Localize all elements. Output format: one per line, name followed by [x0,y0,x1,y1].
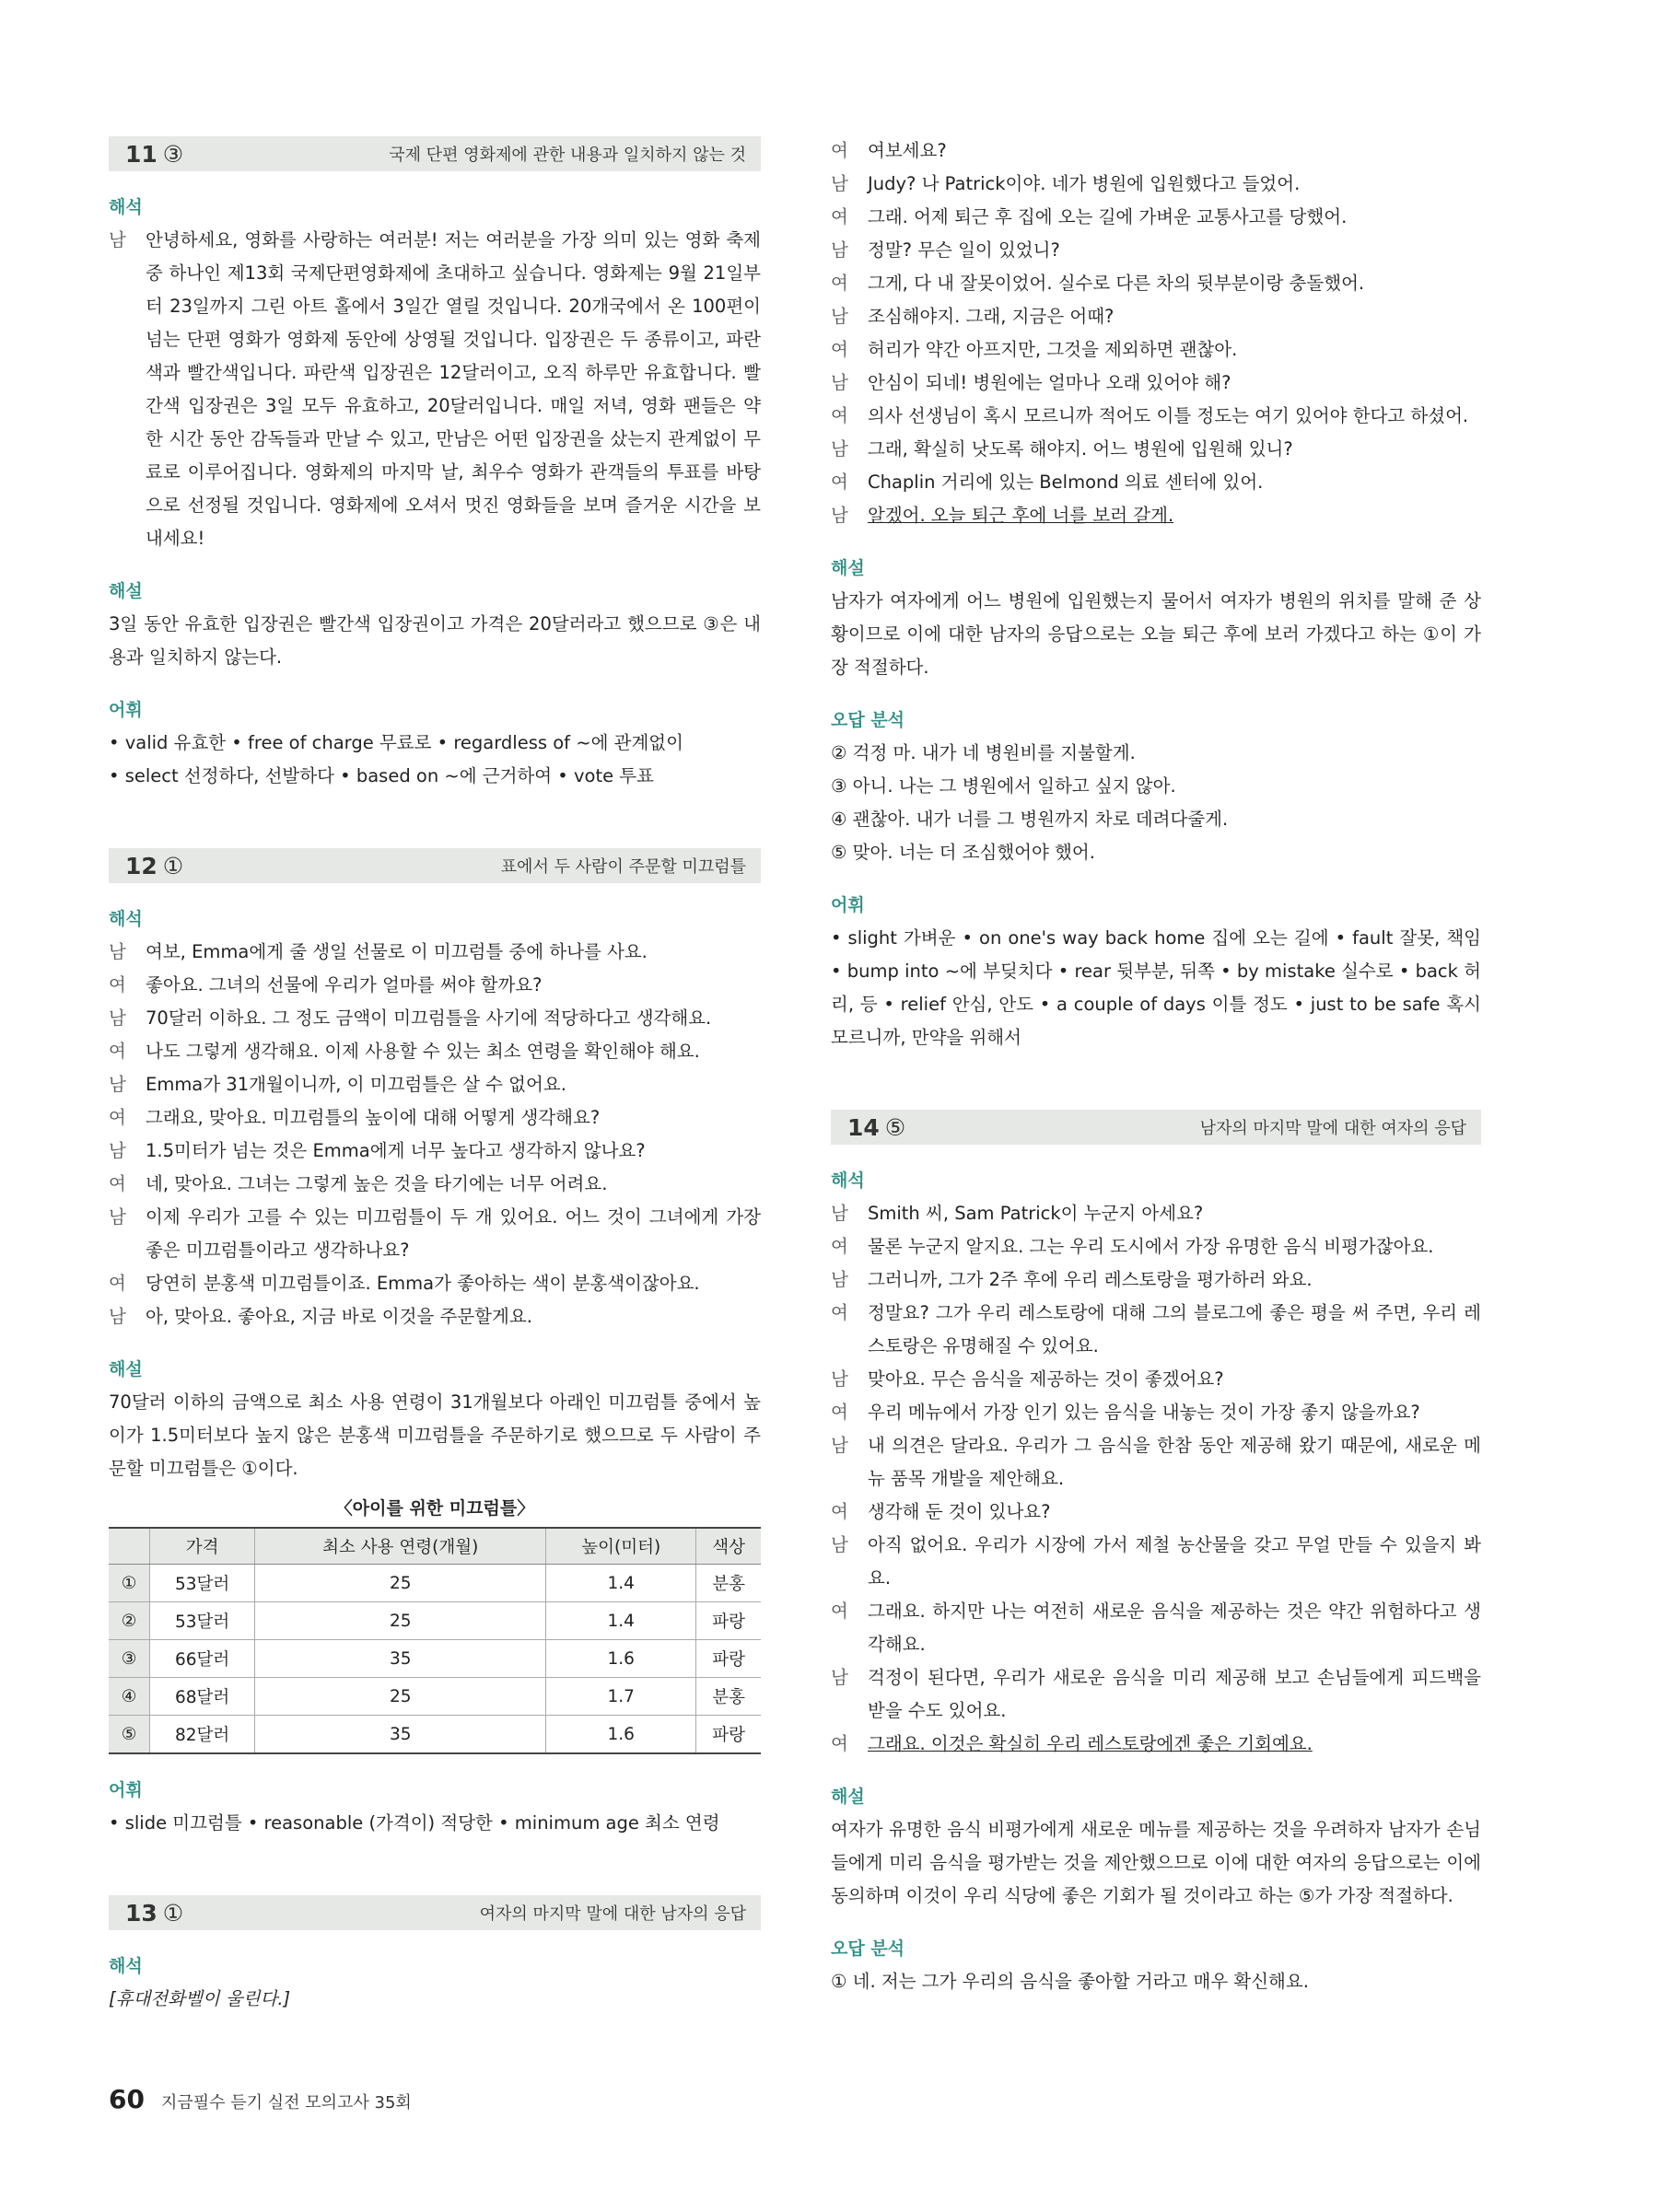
table-cell: 파랑 [696,1640,761,1678]
line-text: 조심해야지. 그래, 지금은 어때? [868,306,1115,327]
q12-line [109,1300,761,1333]
table-header-cell: 최소 사용 연령(개월) [255,1528,546,1565]
speaker-label: 여 [831,1501,848,1522]
table-cell: 35 [255,1716,546,1754]
line-text: Chaplin 거리에 있는 Belmond 의료 센터에 있어. [868,472,1264,493]
q13-line [831,433,1481,466]
line-text: Emma가 31개월이니까, 이 미끄럼틀은 살 수 없어요. [146,1074,566,1095]
q13-number: 13 ① [125,1899,184,1927]
speaker-label: 남 [109,941,126,962]
line-text: 물론 누군지 알지요. 그는 우리 도시에서 가장 유명한 음식 비평가잖아요. [868,1236,1434,1257]
q13-line [831,333,1481,367]
line-text: 여보, Emma에게 줄 생일 선물로 이 미끄럼틀 중에 하나를 사요. [146,941,648,962]
line-text: 그게, 다 내 잘못이었어. 실수로 다른 차의 뒷부분이랑 충돌했어. [868,273,1365,294]
q13-wrong-4: ⑤ 맞아. 너는 더 조심했어야 했어. [831,842,1095,863]
speaker-label: 남 [831,1667,848,1688]
table-cell: 53달러 [150,1565,255,1602]
speaker-label: 여 [831,405,848,426]
q13-line [831,300,1481,333]
q12-line [109,1002,761,1035]
table-cell: 1.4 [546,1565,696,1602]
table-cell: 35 [255,1640,546,1678]
line-text: 여보세요? [868,140,947,161]
q11-topic: 국제 단편 영화제에 관한 내용과 일치하지 않는 것 [389,146,746,165]
q12-number: 12 ① [125,852,184,879]
table-cell: 분홍 [696,1565,761,1602]
table-header-cell: 가격 [150,1528,255,1565]
q13-wrong-2: ③ 아니. 나는 그 병원에서 일하고 싶지 않아. [831,775,1176,797]
q12-line [109,1168,761,1201]
speaker-label: 남 [831,173,848,194]
q12-topic: 표에서 두 사람이 주문할 미끄럼틀 [500,857,746,877]
q14-line [831,1661,1481,1728]
table-header-cell: 색상 [696,1528,761,1565]
q12-line [109,1035,761,1068]
q11-vocab-label: 어휘 [109,700,143,720]
speaker-label: 남 [831,1368,848,1390]
speaker-label: 남 [109,1206,126,1228]
line-text: 이제 우리가 고를 수 있는 미끄럼틀이 두 개 있어요. 어느 것이 그녀에게 가장 좋은 미끄럼틀이라고 생각하나요? [146,1206,761,1261]
q11-number: 11 ③ [125,140,184,168]
q14-explain-label: 해설 [831,1787,865,1807]
speaker-label: 여 [109,1273,126,1294]
q13-stage-direction: [휴대전화벨이 울린다.] [109,1988,291,2009]
q13-last-line: 남 알겠어. 오늘 퇴근 후에 너를 보러 갈게. [831,505,1174,526]
table-cell: 1.7 [546,1678,696,1716]
line-text: 좋아요. 그녀의 선물에 우리가 얼마를 써야 할까요? [146,974,543,995]
line-text: 맞아요. 무슨 음식을 제공하는 것이 좋겠어요? [868,1368,1224,1390]
table-cell: 파랑 [696,1716,761,1754]
table-row [109,1716,761,1754]
q14-line [831,1297,1481,1363]
table-cell: 1.6 [546,1640,696,1678]
speaker-label: 남 [109,1140,126,1161]
q14-explanation: 여자가 유명한 음식 비평가에게 새로운 메뉴를 제공하는 것을 우려하자 남자가 손님들에게 미리 음식을 평가받는 것을 제안했으므로 이에 대한 여자의 응답으로는 이에 동의하며 이것이 우리 식당에 좋은 기회가 될 것이라고 하는 ⑤가 가장 적절하다. [831,1819,1481,1906]
q13-line [831,367,1481,400]
q12-line [109,1101,761,1135]
speaker-label: 여 [109,1173,126,1194]
line-text: 정말요? 그가 우리 레스토랑에 대해 그의 블로그에 좋은 평을 써 주면, 우리 레스토랑은 유명해질 수 있어요. [868,1302,1481,1356]
speaker-label: 남 [831,306,848,327]
q11-script: 남 안녕하세요, 영화를 사랑하는 여러분! 저는 여러분을 가장 의미 있는 영화 축제 중 하나인 제13회 국제단편영화제에 초대하고 싶습니다. 영화제는 9월 21일부터 23일까지 그린 아트 홀에서 3일간 열릴 것입니다. 20개국에서 온 100편이 넘는 단편 영화가 영화제 동안에 상영될 것입니다. 입장권은 두 종류이고, 파란색과 빨간색입니다. 파란색 입장권은 12달러이고, 오직 하루만 유효합니다. 빨간색 입장권은 3일 모두 유효하고, 20달러입니다. 매일 저녁, 영화 팬들은 약 한 시간 동안 감독들과 만날 수 있고, 만남은 어떤 입장권을 샀는지 관계없이 무료로 이루어집니다. 영화제의 마지막 날, 최우수 영화가 관객들의 투표를 바탕으로 선정될 것입니다. 영화제에 오셔서 멋진 영화들을 보며 즐거운 시간을 보내세요! [109,229,761,549]
q14-line [831,1529,1481,1595]
slide-table-caption: 〈아이를 위한 미끄럼틀〉 [334,1498,535,1519]
q12-line [109,1068,761,1101]
q14-line [831,1230,1481,1263]
q12-vocab-line-1: • slide 미끄럼틀 • reasonable (가격이) 적당한 • minimum age 최소 연령 [109,1812,720,1834]
q14-line [831,1496,1481,1529]
q12-explain-label: 해설 [109,1359,143,1380]
table-cell: 1.6 [546,1716,696,1754]
q14-line [831,1396,1481,1429]
speaker-label: 여 [831,273,848,294]
table-row [109,1602,761,1640]
line-text: 내 의견은 달라요. 우리가 그 음식을 한참 동안 제공해 왔기 때문에, 새로운 메뉴 품목 개발을 제안해요. [868,1435,1481,1489]
right-column [831,134,1481,1998]
table-cell: 1.4 [546,1602,696,1640]
table-cell: 25 [255,1565,546,1602]
q12-line [109,936,761,969]
speaker-label: 여 [109,974,126,995]
q14-line [831,1595,1481,1661]
q13-dialogue [831,134,1481,499]
q11-explain-label: 해설 [109,581,143,601]
q11-vocab-line-1: • valid 유효한 • free of charge 무료로 • regardless of ~에 관계없이 [109,732,683,753]
speaker-label: 여 [831,206,848,227]
table-row [109,1640,761,1678]
speaker-label: 여 [831,1402,848,1423]
speaker-label: 남 [831,1203,848,1224]
slide-table [109,1527,761,1754]
q13-line [831,466,1481,499]
q13-explanation: 남자가 여자에게 어느 병원에 입원했는지 물어서 여자가 병원의 위치를 말해 준 상황이므로 이에 대한 남자의 응답으로는 오늘 퇴근 후에 보러 가겠다고 하는 ①이 가장 적절하다. [831,590,1481,678]
table-cell: 68달러 [150,1678,255,1716]
q12-vocab-label: 어휘 [109,1780,143,1800]
q13-wrong-label: 오답 분석 [831,710,905,730]
q14-line [831,1263,1481,1297]
q12-script-label: 해석 [109,909,143,929]
q13-vocab-label: 어휘 [831,895,865,915]
q13-script-label: 해석 [109,1956,143,1976]
q11-explanation: 3일 동안 유효한 입장권은 빨간색 입장권이고 가격은 20달러라고 했으므로 ③은 내용과 일치하지 않는다. [109,613,761,668]
table-row [109,1678,761,1716]
q14-line [831,1429,1481,1496]
q13-line [831,201,1481,234]
speaker-label: 남 [831,372,848,393]
line-text: 안심이 되네! 병원에는 얼마나 오래 있어야 해? [868,372,1231,393]
q13-header [109,1895,761,1930]
line-text: 네, 맞아요. 그녀는 그렇게 높은 것을 타기에는 너무 어려요. [146,1173,608,1194]
line-text: 나도 그렇게 생각해요. 이제 사용할 수 있는 최소 연령을 확인해야 해요. [146,1041,700,1062]
line-text: 생각해 둔 것이 있나요? [868,1501,1051,1522]
q12-dialogue [109,936,761,1333]
q14-topic: 남자의 마지막 말에 대한 여자의 응답 [1199,1119,1466,1138]
q13-line [831,134,1481,168]
table-cell: 파랑 [696,1602,761,1640]
speaker-label: 여 [831,472,848,493]
speaker-label: 여 [109,1041,126,1062]
table-row [109,1565,761,1602]
line-text: 그러니까, 그가 2주 후에 우리 레스토랑을 평가하러 와요. [868,1269,1313,1290]
q12-line [109,1267,761,1300]
q11-script-label: 해석 [109,197,143,217]
page-footer [109,2084,412,2114]
table-cell: ⑤ [109,1716,150,1754]
table-cell: 66달러 [150,1640,255,1678]
speaker-label: 여 [831,1236,848,1257]
q12-line [109,1135,761,1168]
line-text: 그래, 확실히 낫도록 해야지. 어느 병원에 입원해 있니? [868,438,1293,460]
q14-script-label: 해석 [831,1170,865,1191]
q12-header [109,848,761,883]
line-text: 1.5미터가 넘는 것은 Emma에게 너무 높다고 생각하지 않나요? [146,1140,646,1161]
table-header-cell: 높이(미터) [546,1528,696,1565]
q14-line [831,1197,1481,1230]
q14-line [831,1363,1481,1396]
speaker-label: 남 [831,1534,848,1555]
q14-dialogue [831,1197,1481,1728]
speaker-label: 남 [831,239,848,261]
line-text: 그래. 어제 퇴근 후 집에 오는 길에 가벼운 교통사고를 당했어. [868,206,1348,227]
q14-header [831,1110,1481,1145]
speaker-label: 남 [109,1306,126,1327]
q13-vocab: • slight 가벼운 • on one's way back home 집에 오는 길에 • fault 잘못, 책임 • bump into ~에 부딪치다 • rear 뒷부분, 뒤쪽 • by mistake 실수로 • back 허리, 등 • relief 안심, 안도 • a couple of days 이틀 정도 • just to be safe 혹시 모르니까, 만약을 위해서 [831,927,1481,1048]
line-text: 의사 선생님이 혹시 모르니까 적어도 이틀 정도는 여기 있어야 한다고 하셨어. [868,405,1469,426]
table-cell: ② [109,1602,150,1640]
speaker-label: 남 [831,1435,848,1456]
line-text: 70달러 이하요. 그 정도 금액이 미끄럼틀을 사기에 적당하다고 생각해요. [146,1007,712,1029]
q12-line [109,1201,761,1267]
q13-explain-label: 해설 [831,558,865,578]
q14-wrong-label: 오답 분석 [831,1938,905,1959]
line-text: 그래요. 하지만 나는 여전히 새로운 음식을 제공하는 것은 약간 위험하다고 생각해요. [868,1601,1481,1655]
line-text: 아직 없어요. 우리가 시장에 가서 제철 농산물을 갖고 무얼 만들 수 있을지 봐요. [868,1534,1481,1589]
speaker-label: 여 [831,140,848,161]
table-header-cell [109,1528,150,1565]
line-text: 우리 메뉴에서 가장 인기 있는 음식을 내놓는 것이 가장 좋지 않을까요? [868,1402,1420,1423]
q12-line [109,969,761,1002]
q14-wrong-1: ① 네. 저는 그가 우리의 음식을 좋아할 거라고 매우 확신해요. [831,1971,1309,1992]
q12-explanation: 70달러 이하의 금액으로 최소 사용 연령이 31개월보다 아래인 미끄럼틀 중에서 높이가 1.5미터보다 높지 않은 분홍색 미끄럼틀을 주문하기로 했으므로 두 사람이 주문할 미끄럼틀은 ①이다. [109,1391,761,1479]
line-text: 아, 맞아요. 좋아요, 지금 바로 이것을 주문할게요. [146,1306,532,1327]
speaker-label: 여 [831,339,848,360]
line-text: Judy? 나 Patrick이야. 네가 병원에 입원했다고 들었어. [868,173,1301,194]
table-cell: ① [109,1565,150,1602]
q13-line [831,168,1481,201]
line-text: 정말? 무슨 일이 있었니? [868,239,1060,261]
book-title: 지금필수 듣기 실전 모의고사 35회 [160,2093,412,2113]
speaker-label: 남 [831,1269,848,1290]
speaker-label: 남 [109,1074,126,1095]
line-text: Smith 씨, Sam Patrick이 누군지 아세요? [868,1203,1204,1224]
line-text: 당연히 분홍색 미끄럼틀이죠. Emma가 좋아하는 색이 분홍색이잖아요. [146,1273,700,1294]
table-cell: 25 [255,1678,546,1716]
left-column [109,136,761,2016]
q13-wrong-1: ② 걱정 마. 내가 네 병원비를 지불할게. [831,742,1136,763]
speaker-label: 여 [831,1601,848,1622]
table-cell: 53달러 [150,1602,255,1640]
speaker-label: 여 [831,1302,848,1323]
q14-number: 14 ⑤ [847,1113,906,1141]
table-cell: 분홍 [696,1678,761,1716]
table-cell: ④ [109,1678,150,1716]
q13-line [831,267,1481,300]
q13-line [831,400,1481,433]
table-cell: 82달러 [150,1716,255,1754]
line-text: 허리가 약간 아프지만, 그것을 제외하면 괜찮아. [868,339,1238,360]
table-cell: 25 [255,1602,546,1640]
q11-vocab-line-2: • select 선정하다, 선발하다 • based on ~에 근거하여 • vote 투표 [109,765,654,786]
q14-last-line: 여 그래요. 이것은 확실히 우리 레스토랑에겐 좋은 기회예요. [831,1733,1313,1754]
table-cell: ③ [109,1640,150,1678]
q13-line [831,234,1481,267]
line-text: 그래요, 맞아요. 미끄럼틀의 높이에 대해 어떻게 생각해요? [146,1107,601,1128]
q13-topic: 여자의 마지막 말에 대한 남자의 응답 [479,1904,746,1924]
speaker-label: 남 [109,1007,126,1029]
speaker-label: 여 [109,1107,126,1128]
page-number: 60 [109,2084,145,2114]
q11-header [109,136,761,171]
speaker-label: 남 [831,438,848,460]
q13-wrong-3: ④ 괜찮아. 내가 너를 그 병원까지 차로 데려다줄게. [831,809,1229,830]
line-text: 걱정이 된다면, 우리가 새로운 음식을 미리 제공해 보고 손님들에게 피드백을 받을 수도 있어요. [868,1667,1481,1721]
